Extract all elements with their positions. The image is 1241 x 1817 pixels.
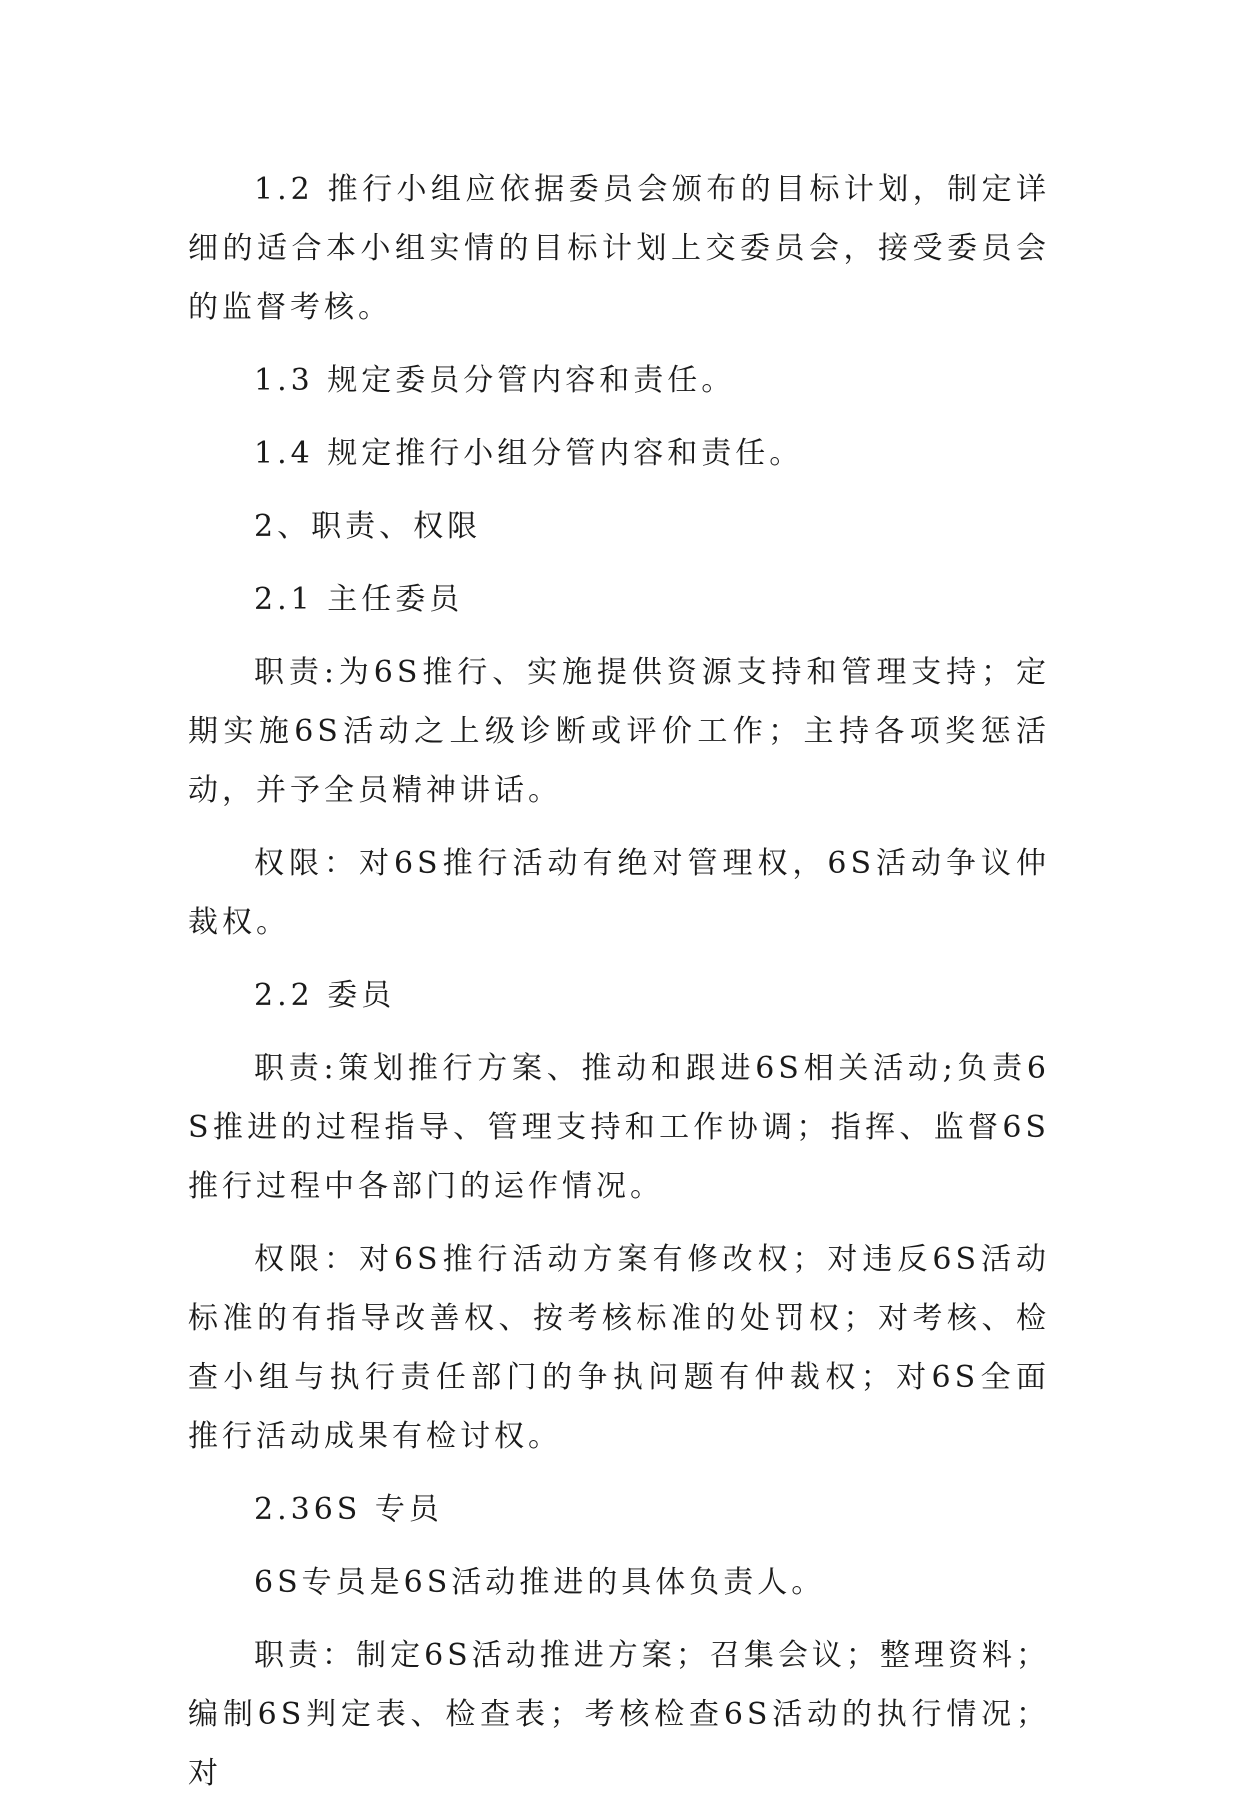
paragraph-member-authority: 权限：对6S推行活动方案有修改权；对违反6S活动标准的有指导改善权、按考核标准的处罚权；对考核、检查小组与执行责任部门的争执问题有仲裁权；对6S全面推行活动成果有检讨权。 xyxy=(188,1242,1050,1454)
paragraph-member-duties: 职责:策划推行方案、推动和跟进6S相关活动;负责6S推进的过程指导、管理支持和工作协调；指挥、监督6S推行过程中各部门的运作情况。 xyxy=(188,1051,1050,1204)
paragraph-chairman-authority: 权限：对6S推行活动有绝对管理权，6S活动争议仲裁权。 xyxy=(188,846,1050,940)
paragraph-specialist-intro: 6S专员是6S活动推进的具体负责人。 xyxy=(254,1565,826,1600)
paragraph-1-3-member-duties: 1.3 规定委员分管内容和责任。 xyxy=(254,363,736,398)
section-heading-2-1-chairman: 2.1 主任委员 xyxy=(254,582,464,617)
paragraph-specialist-duties: 职责：制定6S活动推进方案；召集会议；整理资料；编制6S判定表、检查表；考核检查6S活动的执行情况；对 xyxy=(188,1638,1050,1791)
paragraph-chairman-duties: 职责:为6S推行、实施提供资源支持和管理支持；定期实施6S活动之上级诊断或评价工作；主持各项奖惩活动，并予全员精神讲话。 xyxy=(188,655,1050,808)
section-heading-2-2-member: 2.2 委员 xyxy=(254,978,396,1013)
paragraph-1-4-team-duties: 1.4 规定推行小组分管内容和责任。 xyxy=(254,436,804,471)
paragraph-1-2-team-goals: 1.2 推行小组应依据委员会颁布的目标计划，制定详细的适合本小组实情的目标计划上交委员会，接受委员会的监督考核。 xyxy=(188,172,1050,325)
document-body xyxy=(188,160,1050,1817)
section-heading-2-3-6s-specialist: 2.36S 专员 xyxy=(254,1492,443,1527)
section-heading-2-duties-authority: 2、职责、权限 xyxy=(254,509,482,544)
